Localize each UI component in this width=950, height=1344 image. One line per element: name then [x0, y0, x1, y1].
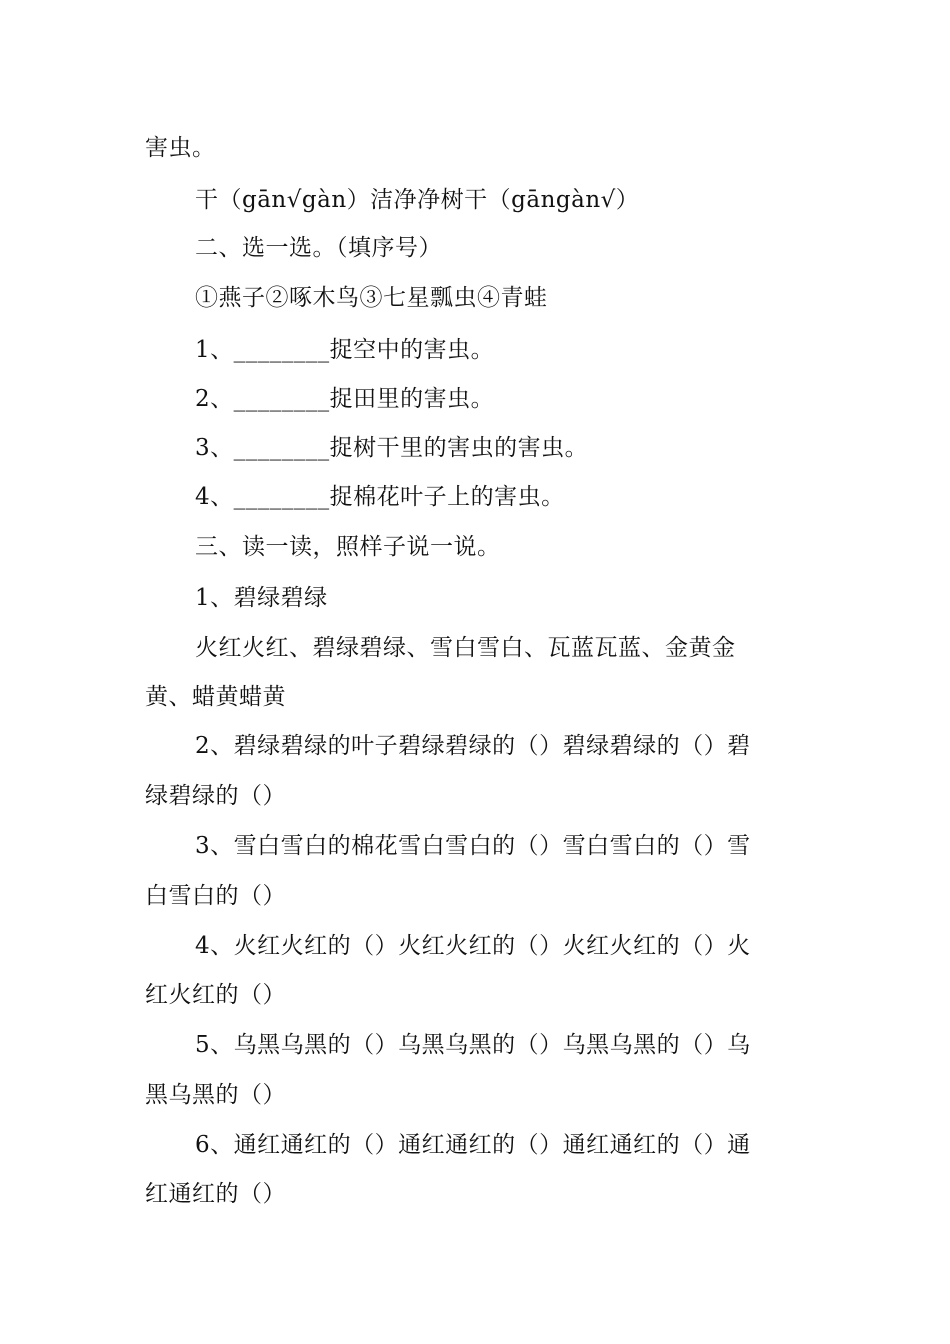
- text-line: 5、乌黑乌黑的（）乌黑乌黑的（）乌黑乌黑的（）乌: [195, 1032, 751, 1058]
- text-line: 绿碧绿的（）: [145, 783, 286, 809]
- text-line: 4、________捉棉花叶子上的害虫。: [195, 484, 565, 510]
- text-line: 红通红的（）: [145, 1181, 286, 1207]
- text-line: 3、雪白雪白的棉花雪白雪白的（）雪白雪白的（）雪: [195, 833, 751, 859]
- text-line: 火红火红、碧绿碧绿、雪白雪白、瓦蓝瓦蓝、金黄金: [195, 635, 736, 661]
- text-line: 4、火红火红的（）火红火红的（）火红火红的（）火: [195, 933, 751, 959]
- section-heading: 三、读一读，照样子说一说。: [195, 534, 501, 560]
- text-line: 2、________捉田里的害虫。: [195, 386, 495, 412]
- text-line: 害虫。: [145, 135, 216, 161]
- text-line: 白雪白的（）: [145, 883, 286, 909]
- section-heading: 二、选一选。（填序号）: [195, 235, 442, 261]
- text-line: 1、________捉空中的害虫。: [195, 337, 495, 363]
- text-line: 1、碧绿碧绿: [195, 585, 328, 611]
- text-line: 红火红的（）: [145, 982, 286, 1008]
- text-line: 2、碧绿碧绿的叶子碧绿碧绿的（）碧绿碧绿的（）碧: [195, 733, 751, 759]
- text-line: 6、通红通红的（）通红通红的（）通红通红的（）通: [195, 1132, 751, 1158]
- text-line: 3、________捉树干里的害虫的害虫。: [195, 435, 589, 461]
- text-line: 干（gān√gàn）洁净净树干（gāngàn√）: [195, 187, 640, 213]
- text-line: ①燕子②啄木鸟③七星瓢虫④青蛙: [195, 285, 548, 311]
- text-line: 黄、蜡黄蜡黄: [145, 684, 286, 710]
- text-line: 黑乌黑的（）: [145, 1082, 286, 1108]
